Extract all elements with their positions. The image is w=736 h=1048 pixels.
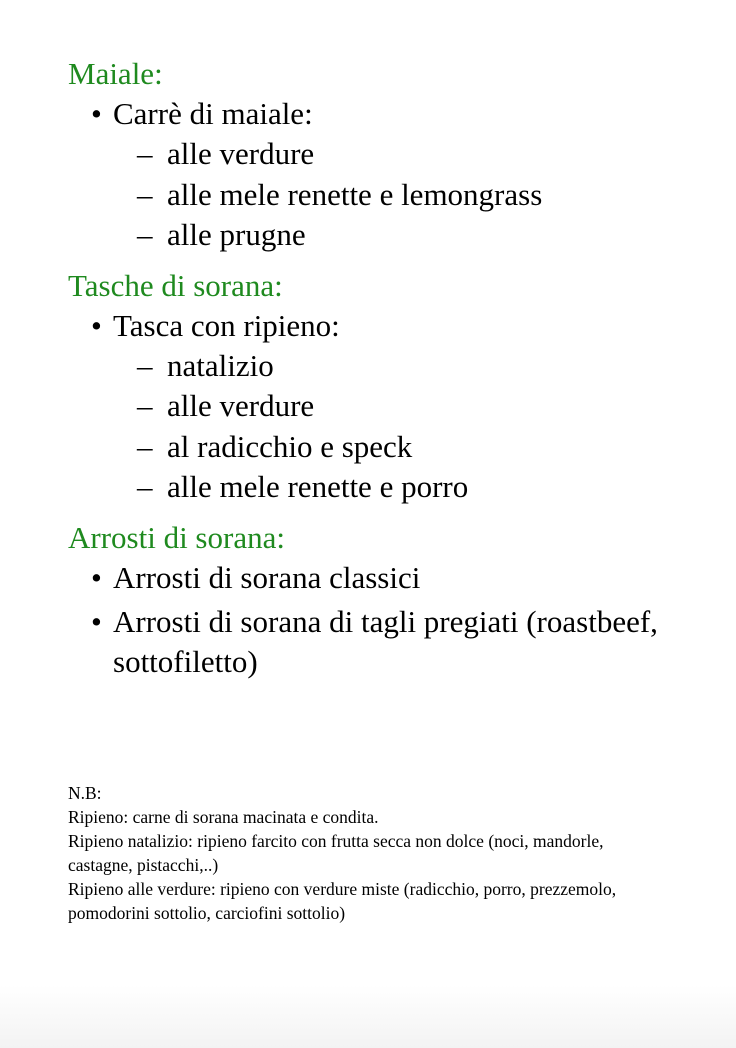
list-item	[68, 602, 708, 682]
section-title: Tasche di sorana:	[68, 267, 283, 303]
list-item	[68, 558, 708, 598]
sub-item-label: natalizio	[167, 347, 274, 383]
dash-icon: –	[137, 388, 153, 423]
note-line: Ripieno: carne di sorana macinata e condita.	[68, 807, 379, 827]
dash-icon: –	[137, 469, 153, 504]
sub-item-label: alle verdure	[167, 136, 315, 171]
list-item	[68, 94, 708, 256]
sub-item-label: al radicchio e speck	[167, 428, 413, 464]
item-label: Arrosti di sorana classici	[113, 559, 421, 595]
sub-list	[113, 134, 708, 256]
sub-item-label: alle verdure	[167, 388, 315, 423]
section-title: Arrosti di sorana:	[68, 519, 285, 555]
dash-icon: –	[137, 176, 153, 212]
list-item	[68, 306, 708, 508]
sub-list	[113, 346, 708, 508]
dash-icon: –	[137, 217, 153, 252]
bullet-icon: •	[91, 603, 102, 639]
section-arrosti	[68, 518, 708, 682]
sub-item	[113, 134, 708, 175]
item-list	[68, 306, 708, 508]
menu-document	[68, 54, 708, 682]
bullet-icon: •	[91, 307, 102, 343]
note-line: Ripieno alle verdure: ripieno con verdure miste (radicchio, porro, prezzemolo, pomodorini sottolio, carciofini sottolio)	[68, 879, 617, 923]
dash-icon: –	[137, 428, 153, 464]
sub-item	[113, 346, 708, 387]
sub-item-label: alle mele renette e lemongrass	[167, 176, 543, 212]
item-label: Tasca con ripieno:	[113, 307, 340, 343]
sub-item	[113, 427, 708, 468]
dash-icon: –	[137, 347, 153, 383]
sub-item-label: alle mele renette e porro	[167, 469, 469, 504]
sub-item	[113, 215, 708, 256]
sub-item	[113, 175, 708, 216]
note-line: Ripieno natalizio: ripieno farcito con frutta secca non dolce (noci, mandorle, castagne, pistacchi,..)	[68, 831, 604, 875]
dash-icon: –	[137, 136, 153, 171]
sub-item-label: alle prugne	[167, 217, 306, 252]
bullet-icon: •	[91, 96, 102, 131]
section-tasche	[68, 266, 708, 508]
sub-item	[113, 386, 708, 427]
item-label: Carrè di maiale:	[113, 96, 313, 131]
item-label: Arrosti di sorana di tagli pregiati (roastbeef, sottofiletto)	[113, 603, 658, 679]
section-maiale	[68, 54, 708, 256]
bullet-icon: •	[91, 559, 102, 595]
item-list	[68, 558, 708, 682]
item-list	[68, 94, 708, 256]
sub-item	[113, 467, 708, 508]
section-title: Maiale:	[68, 56, 163, 91]
notes-heading: N.B:	[68, 783, 102, 803]
notes-block	[68, 781, 648, 925]
